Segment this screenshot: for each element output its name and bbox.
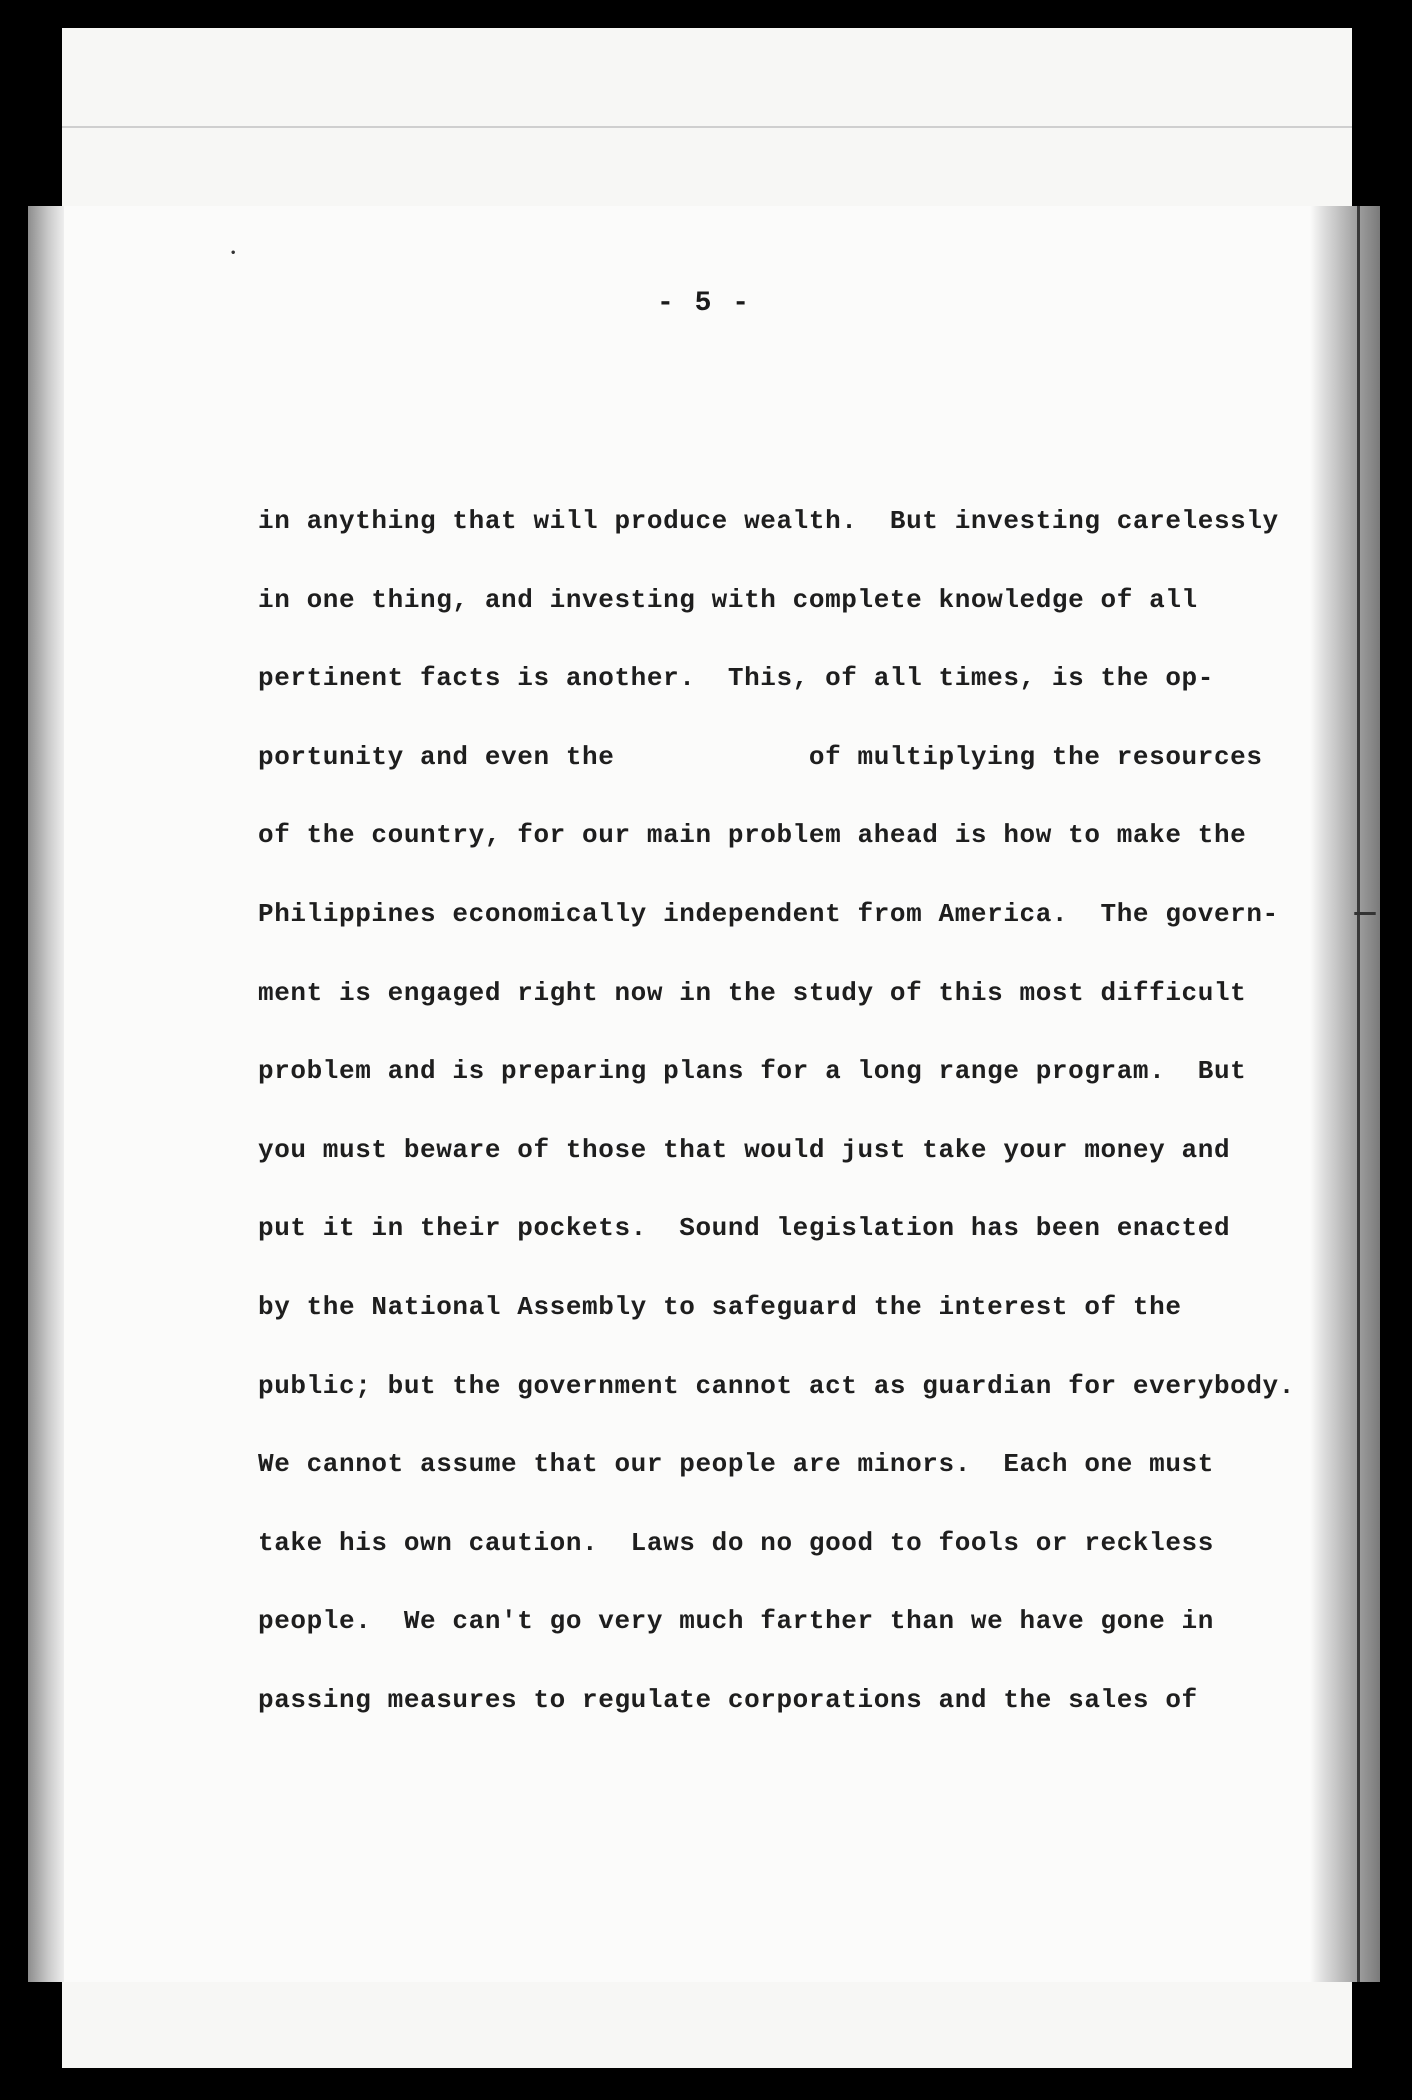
text-line: people. We can't go very much farther than we have gone in [258, 1606, 1214, 1637]
text-line: in one thing, and investing with complete knowledge of all [258, 584, 1198, 615]
text-line: portunity and even the of multiplying the resources [258, 741, 1263, 772]
document-page [28, 206, 1380, 1982]
text-line: passing measures to regulate corporations and the sales of [258, 1684, 1198, 1715]
margin-dash-mark: — [1353, 898, 1377, 926]
stray-dot-mark: • [230, 248, 237, 259]
text-line: put it in their pockets. Sound legislation has been enacted [258, 1213, 1231, 1244]
text-line: in anything that will produce wealth. But investing carelessly [258, 506, 1279, 536]
text-line: pertinent facts is another. This, of all times, is the op- [258, 663, 1214, 694]
fold-line [62, 126, 1352, 128]
text-line: public; but the government cannot act as guardian for everybody. [258, 1370, 1295, 1401]
body-text [258, 482, 1328, 1740]
text-line: We cannot assume that our people are minors. Each one must [258, 1449, 1214, 1480]
text-line: you must beware of those that would just take your money and [258, 1134, 1231, 1165]
text-line: by the National Assembly to safeguard the interest of the [258, 1291, 1182, 1322]
page-number: - 5 - [656, 288, 751, 319]
text-line: problem and is preparing plans for a long range program. But [258, 1056, 1247, 1087]
text-line: of the country, for our main problem ahead is how to make the [258, 820, 1247, 851]
right-edge-line [1357, 206, 1360, 1982]
text-line: Philippines economically independent from America. The govern- [258, 898, 1279, 929]
left-edge-shadow [28, 206, 64, 1982]
text-line: take his own caution. Laws do no good to fools or reckless [258, 1527, 1214, 1558]
text-line: ment is engaged right now in the study of this most difficult [258, 977, 1247, 1008]
